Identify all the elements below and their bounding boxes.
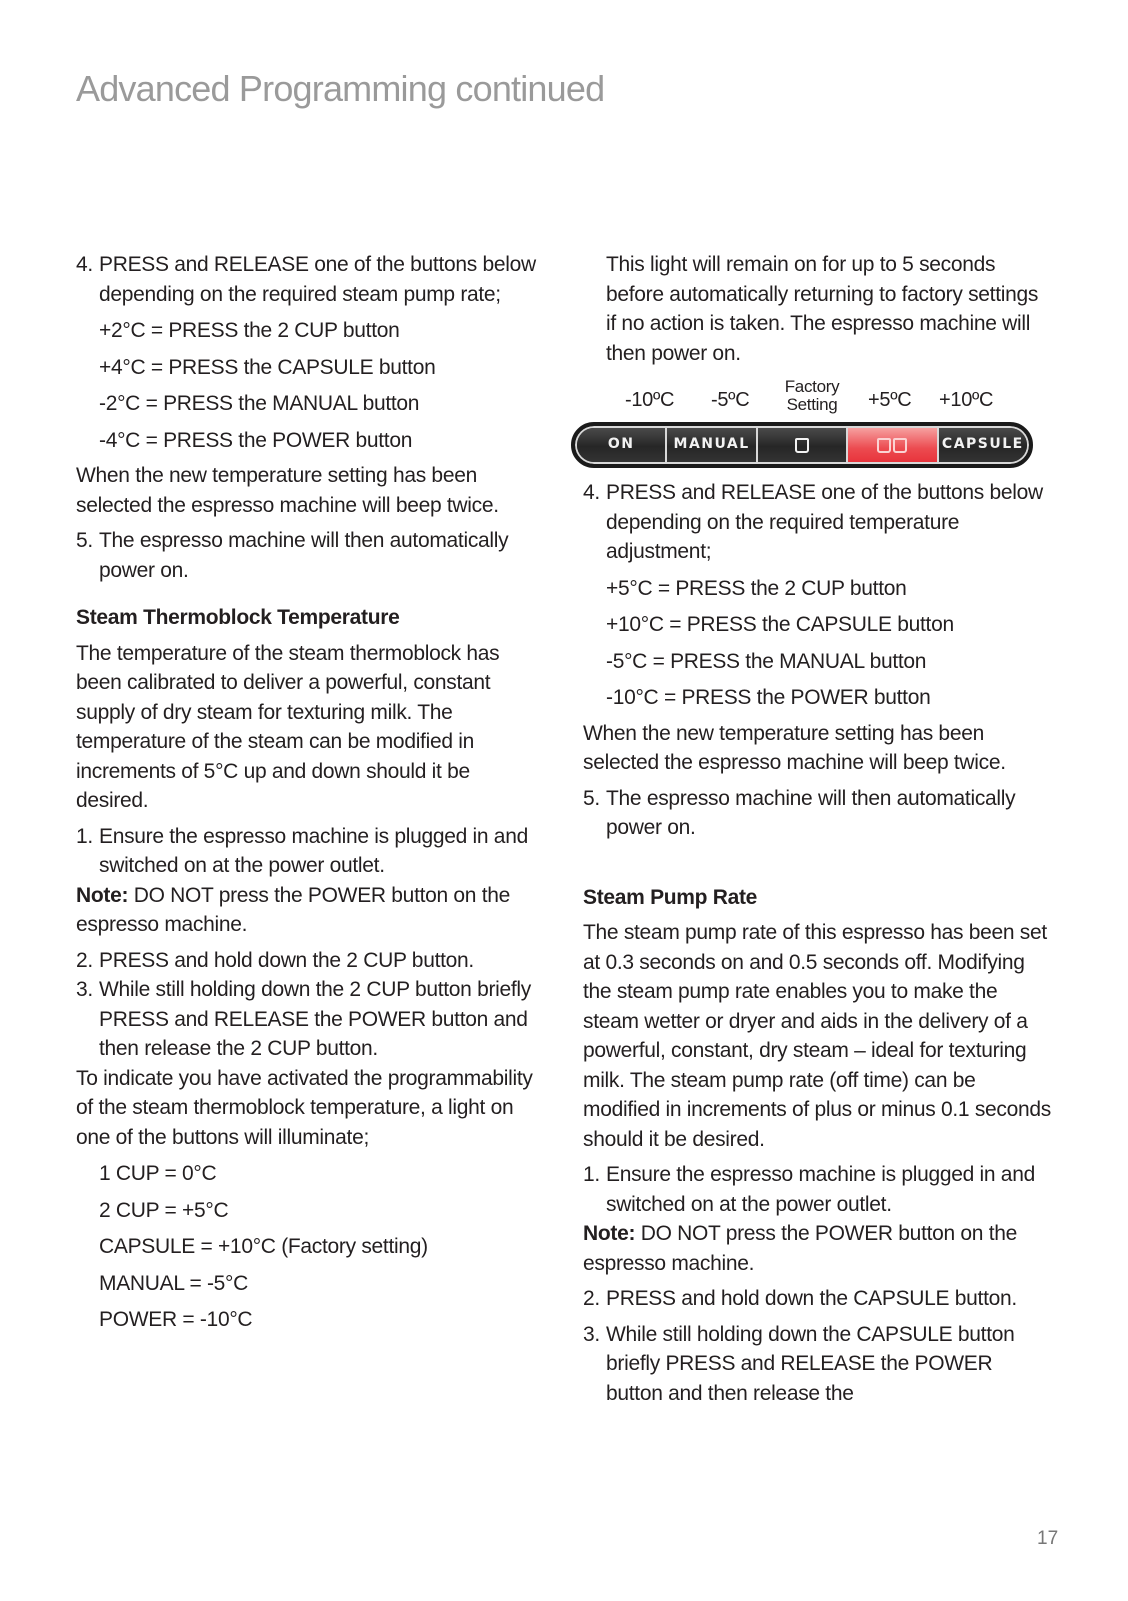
step-2 xyxy=(76,946,546,976)
capsule-button[interactable]: CAPSULE xyxy=(939,428,1027,462)
step-number: 5. xyxy=(76,529,93,552)
scale-label: -5ºC xyxy=(711,389,750,411)
scale-label: +10ºC xyxy=(939,389,994,411)
step-number: 2. xyxy=(76,948,93,972)
beep-notice: When the new temperature setting has been selected the espresso machine will beep twice. xyxy=(76,464,499,517)
step-text: Ensure the espresso machine is plugged in and switched on at the power outlet. xyxy=(99,824,528,877)
step-text: PRESS and RELEASE one of the buttons below depending on the required temperature adjustment; xyxy=(606,481,1043,563)
step-3 xyxy=(76,975,546,1064)
two-cup-button[interactable] xyxy=(848,428,938,462)
right-column xyxy=(583,250,1053,1408)
step-2 xyxy=(583,1284,1053,1314)
mapping-line: POWER = -10°C xyxy=(99,1308,253,1331)
step-5 xyxy=(583,784,1053,843)
option-line: +5°C = PRESS the 2 CUP button xyxy=(606,576,907,600)
control-panel xyxy=(571,422,1033,468)
mapping-line: CAPSULE = +10°C (Factory setting) xyxy=(99,1235,428,1258)
step-3 xyxy=(583,1320,1053,1409)
on-button[interactable]: ON xyxy=(577,428,667,462)
step-number: 3. xyxy=(583,1322,600,1346)
note xyxy=(76,881,546,940)
note-label: Note: xyxy=(583,1222,636,1245)
step-1 xyxy=(76,822,546,881)
step-number: 1. xyxy=(583,1163,600,1186)
note xyxy=(583,1219,1053,1278)
note-label: Note: xyxy=(76,883,129,907)
continued-text: This light will remain on for up to 5 seconds before automatically returning to factory settings if no action is taken. The espresso machine will then power on. xyxy=(606,253,1039,365)
option-line: +10°C = PRESS the CAPSULE button xyxy=(606,613,954,636)
option-line: -4°C = PRESS the POWER button xyxy=(99,428,413,452)
option-line: -2°C = PRESS the MANUAL button xyxy=(99,392,420,415)
step-text: The espresso machine will then automatically power on. xyxy=(606,786,1016,839)
scale-label-factory: Factory Setting xyxy=(784,377,840,414)
manual-button[interactable]: MANUAL xyxy=(667,428,757,462)
step-number: 2. xyxy=(583,1287,600,1310)
indicate-text: To indicate you have activated the programmability of the steam thermoblock temperature, a light on one of the buttons will illuminate; xyxy=(76,1066,533,1149)
option-line: +2°C = PRESS the 2 CUP button xyxy=(99,319,400,342)
step-1 xyxy=(583,1160,1053,1219)
section-intro: The temperature of the steam thermoblock has been calibrated to deliver a powerful, constant supply of dry steam for texturing milk. The temperature of the steam can be modified in increments of 5°C up and down should it be desired. xyxy=(76,641,500,812)
cup-icon xyxy=(877,438,891,453)
step-text: Ensure the espresso machine is plugged in and switched on at the power outlet. xyxy=(606,1163,1035,1216)
mapping-line: MANUAL = -5°C xyxy=(99,1271,249,1295)
step-text: PRESS and hold down the 2 CUP button. xyxy=(99,948,474,972)
option-line: -5°C = PRESS the MANUAL button xyxy=(606,649,927,673)
one-cup-icon xyxy=(795,438,809,453)
option-line: +4°C = PRESS the CAPSULE button xyxy=(99,355,436,379)
option-line: -10°C = PRESS the POWER button xyxy=(606,686,931,709)
left-column xyxy=(76,250,546,1335)
step-number: 4. xyxy=(583,481,600,504)
step-4-steam-pump xyxy=(76,250,546,309)
mapping-line: 1 CUP = 0°C xyxy=(99,1162,217,1185)
page-number: 17 xyxy=(1037,1528,1059,1549)
scale-label: -10ºC xyxy=(625,389,675,411)
section-intro: The steam pump rate of this espresso has been set at 0.3 seconds on and 0.5 seconds off. Modifying the steam pump rate enables you to make the steam wetter or dryer and aids in the delivery of a powerful, constant, dry steam – ideal for texturing milk. The steam pump rate (off time) can be modified in increments of plus or minus 0.1 seconds should it be desired. xyxy=(583,921,1051,1151)
section-heading-thermoblock: Steam Thermoblock Temperature xyxy=(76,606,400,629)
beep-notice: When the new temperature setting has been selected the espresso machine will beep twice. xyxy=(583,721,1006,774)
mapping-line: 2 CUP = +5°C xyxy=(99,1198,229,1222)
step-5 xyxy=(76,526,546,585)
page-title: Advanced Programming continued xyxy=(76,68,605,109)
note-text: DO NOT press the POWER button on the espresso machine. xyxy=(583,1222,1018,1275)
step-text: PRESS and RELEASE one of the buttons below depending on the required steam pump rate; xyxy=(99,253,536,306)
step-number: 4. xyxy=(76,253,93,276)
step-text: PRESS and hold down the CAPSULE button. xyxy=(606,1287,1017,1310)
step-text: The espresso machine will then automatically power on. xyxy=(99,529,509,582)
step-number: 1. xyxy=(76,824,93,848)
step-number: 5. xyxy=(583,786,600,810)
step-4-temperature xyxy=(583,478,1053,567)
step-text: While still holding down the CAPSULE button briefly PRESS and RELEASE the POWER button and then release the xyxy=(606,1322,1015,1405)
note-text: DO NOT press the POWER button on the espresso machine. xyxy=(76,883,511,936)
step-number: 3. xyxy=(76,978,93,1001)
scale-label: +5ºC xyxy=(868,389,912,411)
step-text: While still holding down the 2 CUP button briefly PRESS and RELEASE the POWER button and then release the 2 CUP button. xyxy=(99,978,531,1060)
section-heading-pump-rate: Steam Pump Rate xyxy=(583,885,758,909)
button-panel-diagram xyxy=(583,378,1053,478)
one-cup-button[interactable] xyxy=(758,428,848,462)
cup-icon xyxy=(893,438,907,453)
